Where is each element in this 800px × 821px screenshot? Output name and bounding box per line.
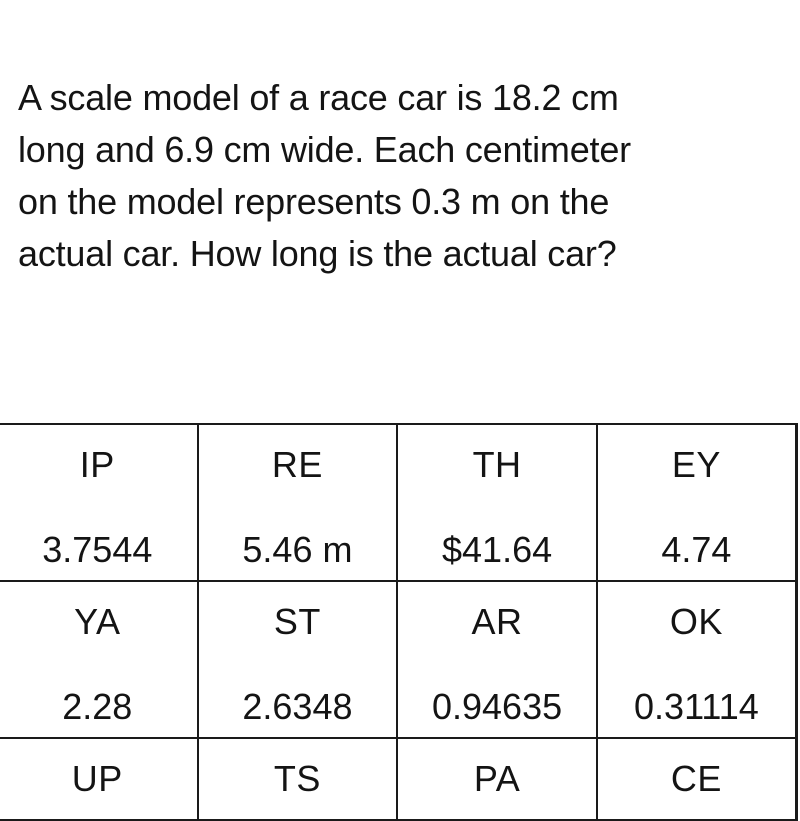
answer-code: OK — [669, 601, 723, 642]
answer-value: 5.46 m — [242, 529, 353, 570]
answer-code: RE — [271, 444, 323, 485]
answer-cell — [0, 424, 198, 581]
answer-cell — [597, 738, 797, 820]
answer-row — [0, 738, 797, 820]
answer-code: UP — [71, 758, 123, 799]
question-line: on the model represents 0.3 m on the — [18, 181, 610, 222]
answer-cell — [198, 738, 398, 820]
answer-code: TH — [472, 444, 522, 485]
answer-value: 4.74 — [661, 529, 732, 570]
question-text — [18, 72, 788, 280]
answer-cell — [397, 581, 597, 738]
answer-cell — [597, 424, 797, 581]
answer-value: 0.31114 — [634, 686, 759, 727]
answer-code: IP — [79, 444, 115, 485]
answer-code: AR — [471, 601, 523, 642]
answer-value: $41.64 — [442, 529, 553, 570]
answer-code: YA — [74, 601, 121, 642]
answer-code: TS — [273, 758, 321, 799]
answer-code: ST — [273, 601, 321, 642]
answer-cell — [0, 738, 198, 820]
answer-value: 2.28 — [62, 686, 133, 727]
question-line: long and 6.9 cm wide. Each centimeter — [18, 129, 631, 170]
answer-code: CE — [670, 758, 722, 799]
answer-grid — [0, 423, 798, 821]
answer-cell — [198, 581, 398, 738]
answer-cell — [397, 424, 597, 581]
question-line: actual car. How long is the actual car? — [18, 233, 617, 274]
answer-row — [0, 424, 797, 581]
answer-value: 0.94635 — [431, 686, 563, 727]
answer-cell — [397, 738, 597, 820]
answer-value: 3.7544 — [42, 529, 153, 570]
answer-cell — [0, 581, 198, 738]
answer-code: PA — [473, 758, 521, 799]
question-line: A scale model of a race car is 18.2 cm — [18, 77, 619, 118]
answer-row — [0, 581, 797, 738]
answer-value: 2.6348 — [242, 686, 353, 727]
answer-cell — [597, 581, 797, 738]
answer-cell — [198, 424, 398, 581]
answer-code: EY — [671, 444, 721, 485]
